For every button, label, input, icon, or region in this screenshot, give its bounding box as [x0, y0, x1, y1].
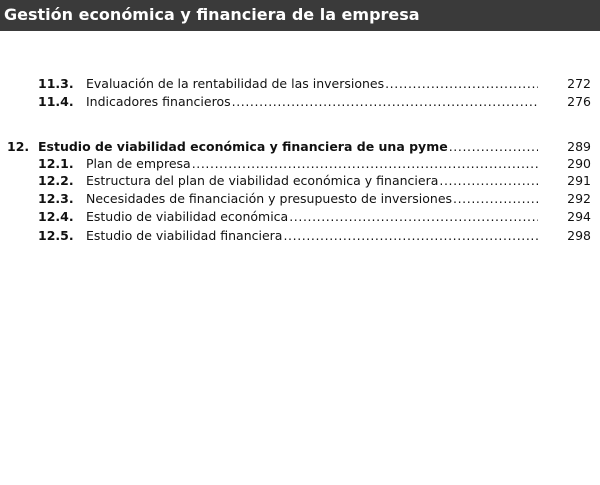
toc-entry-title: Necesidades de financiación y presupuesto de inversiones [86, 191, 453, 206]
dot-leader [283, 228, 538, 244]
toc-entry-title: Indicadores financieros [86, 94, 231, 109]
toc-entry-page: 294 [567, 209, 591, 224]
toc-entry-number: 12.3. [38, 191, 74, 206]
dot-leader [289, 209, 538, 225]
toc-entry-page: 290 [567, 156, 591, 171]
toc-entry-12-2[interactable] [0, 173, 600, 189]
toc-entry-11-4[interactable] [0, 94, 600, 110]
toc-entry-title: Estudio de viabilidad económica y financiera de una pyme [38, 139, 448, 154]
toc-entry-number: 12. [7, 139, 30, 154]
dot-leader [449, 139, 538, 155]
toc-entry-page: 291 [567, 173, 591, 188]
toc-entry-title: Estudio de viabilidad económica [86, 209, 289, 224]
toc-entry-page: 272 [567, 76, 591, 91]
toc-entry-12-4[interactable] [0, 209, 600, 225]
dot-leader [385, 76, 538, 92]
dot-leader [453, 191, 538, 207]
page-header [0, 0, 600, 31]
toc-entry-11-3[interactable] [0, 76, 600, 92]
toc-entry-12-5[interactable] [0, 228, 600, 244]
toc-entry-number: 11.4. [38, 94, 74, 109]
toc-entry-page: 292 [567, 191, 591, 206]
toc-entry-title: Evaluación de la rentabilidad de las inversiones [86, 76, 385, 91]
toc-entry-12-3[interactable] [0, 191, 600, 207]
toc-entry-12-1[interactable] [0, 156, 600, 172]
toc-entry-title: Estructura del plan de viabilidad económica y financiera [86, 173, 439, 188]
toc-entry-number: 12.1. [38, 156, 74, 171]
toc-entry-page: 298 [567, 228, 591, 243]
toc-entry-12[interactable] [0, 139, 600, 155]
dot-leader [439, 173, 538, 189]
toc-entry-number: 11.3. [38, 76, 74, 91]
toc-entry-number: 12.5. [38, 228, 74, 243]
toc-entry-title: Plan de empresa [86, 156, 191, 171]
toc-entry-page: 289 [567, 139, 591, 154]
toc-entry-number: 12.4. [38, 209, 74, 224]
toc-entry-page: 276 [567, 94, 591, 109]
dot-leader [192, 156, 538, 172]
dot-leader [232, 94, 538, 110]
toc-entry-number: 12.2. [38, 173, 74, 188]
toc-entry-title: Estudio de viabilidad financiera [86, 228, 283, 243]
book-title: Gestión económica y financiera de la empresa [4, 5, 420, 24]
